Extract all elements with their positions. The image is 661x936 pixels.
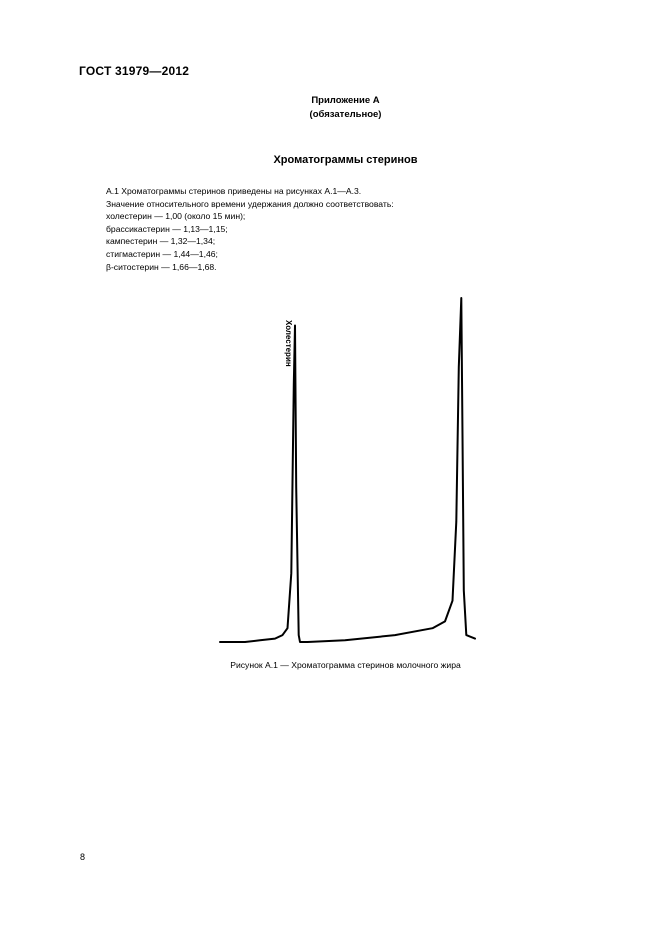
- figure-caption: Рисунок А.1 — Хроматограмма стеринов молочного жира: [230, 660, 461, 670]
- body-line: β-ситостерин — 1,66—1,68.: [106, 261, 217, 272]
- body-line: Значение относительного времени удержания должно соответствовать:: [106, 198, 394, 209]
- body-line: холестерин — 1,00 (около 15 мин);: [106, 211, 246, 222]
- chromatogram-series: [220, 298, 475, 642]
- body-line: кампестерин — 1,32—1,34;: [106, 236, 216, 247]
- body-line: стигмастерин — 1,44—1,46;: [106, 248, 218, 259]
- section-title: Хроматограммы стеринов: [273, 154, 418, 166]
- chromatogram-chart: [200, 290, 490, 650]
- annex-title: Приложение А: [311, 95, 380, 106]
- annex-heading: [0, 94, 661, 122]
- chromatogram-line: [220, 298, 475, 642]
- peak-label-0: Холестерин: [284, 320, 293, 367]
- page-number: 8: [80, 852, 86, 862]
- body-line: брассикастерин — 1,13—1,15;: [106, 223, 228, 234]
- body-line: А.1 Хроматограммы стеринов приведены на рисунках А.1—А.3.: [106, 186, 362, 196]
- document-code-header: ГОСТ 31979—2012: [79, 64, 190, 78]
- annex-status: (обязательное): [309, 109, 382, 120]
- peak-labels: [284, 320, 293, 367]
- body-text: [106, 185, 394, 273]
